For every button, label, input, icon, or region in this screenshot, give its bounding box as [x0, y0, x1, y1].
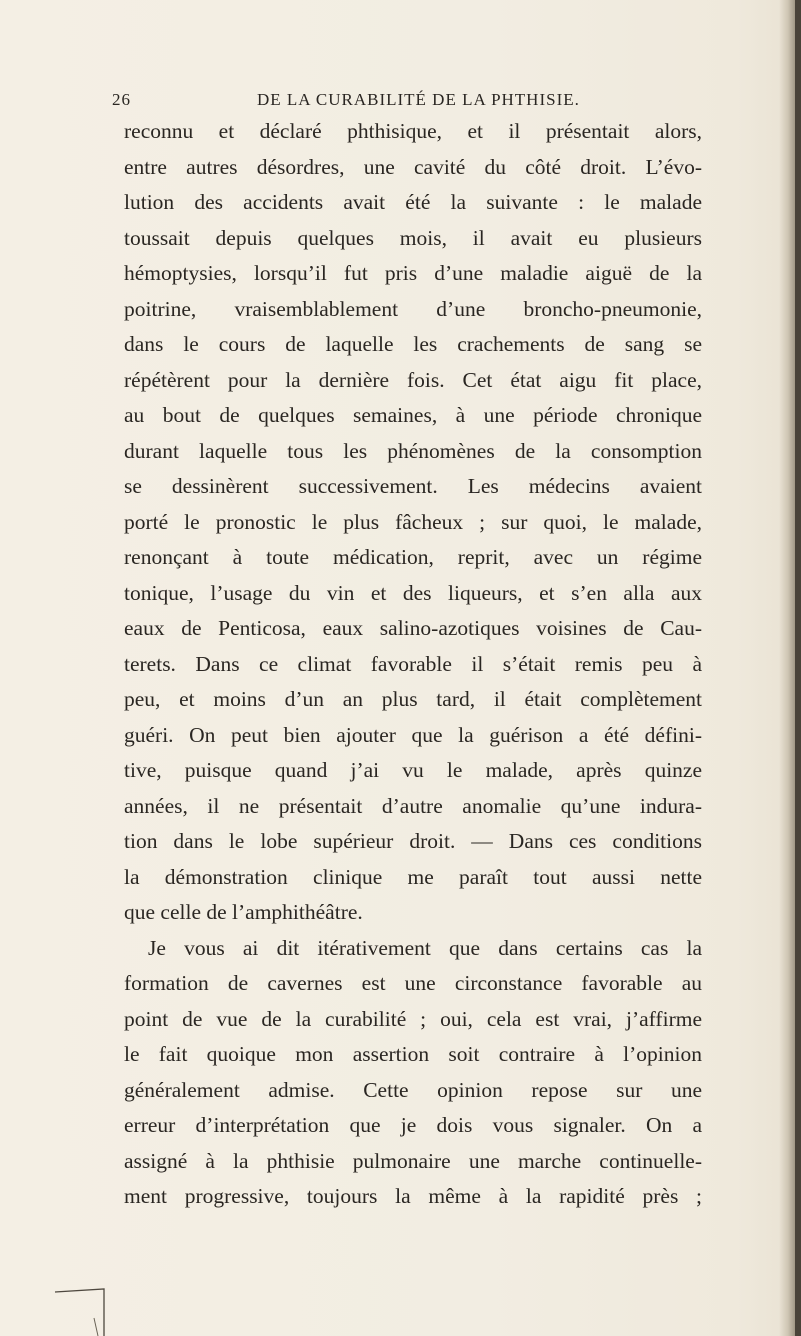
text-line: au bout de quelques semaines, à une période chronique — [124, 403, 702, 427]
text-line: tonique, l’usage du vin et des liqueurs, et s’en alla aux — [124, 580, 702, 605]
text-line: tive, puisque quand j’ai vu le malade, après quinze — [124, 758, 702, 782]
page-binding-edge — [795, 0, 801, 1336]
body-text — [124, 114, 702, 1215]
text-line: dans le cours de laquelle les crachements de sang se — [124, 332, 702, 356]
text-line: Je vous ai dit itérativement que dans certains cas la — [148, 935, 702, 960]
text-line: années, il ne présentait d’autre anomalie qu’une indura- — [124, 793, 702, 818]
text-line: généralement admise. Cette opinion repose sur une — [124, 1077, 702, 1102]
text-line: peu, et moins d’un an plus tard, il était complètement — [124, 687, 702, 711]
text-line: point de vue de la curabilité ; oui, cela est vrai, j’affirme — [124, 1006, 702, 1031]
text-line: répétèrent pour la dernière fois. Cet état aigu fit place, — [124, 367, 702, 392]
text-line: poitrine, vraisemblablement d’une broncho-pneumonie, — [124, 296, 702, 321]
text-line: ment progressive, toujours la même à la rapidité près ; — [124, 1184, 702, 1208]
text-line: tion dans le lobe supérieur droit. — Dans ces conditions — [124, 829, 702, 853]
running-head: DE LA CURABILITÉ DE LA PHTHISIE. — [257, 90, 580, 109]
text-line: renonçant à toute médication, reprit, avec un régime — [124, 545, 702, 569]
text-line: guéri. On peut bien ajouter que la guérison a été défini- — [124, 722, 702, 747]
text-line: lution des accidents avait été la suivante : le malade — [124, 190, 702, 214]
page-header — [112, 90, 702, 114]
text-line: le fait quoique mon assertion soit contraire à l’opinion — [124, 1042, 702, 1066]
text-line: eaux de Penticosa, eaux salino-azotiques voisines de Cau- — [124, 616, 702, 640]
text-line: formation de cavernes est une circonstance favorable au — [124, 971, 702, 995]
text-line: porté le pronostic le plus fâcheux ; sur quoi, le malade, — [124, 509, 702, 534]
text-line: que celle de l’amphithéâtre. — [124, 900, 363, 924]
text-line: reconnu et déclaré phthisique, et il présentait alors, — [124, 119, 702, 143]
page-number: 26 — [112, 90, 131, 109]
text-line: la démonstration clinique me paraît tout aussi nette — [124, 864, 702, 889]
text-line: assigné à la phthisie pulmonaire une marche continuelle- — [124, 1148, 702, 1173]
text-line: toussait depuis quelques mois, il avait eu plusieurs — [124, 225, 702, 250]
text-line: se dessinèrent successivement. Les médecins avaient — [124, 474, 702, 498]
text-line: durant laquelle tous les phénomènes de la consomption — [124, 438, 702, 463]
text-line: entre autres désordres, une cavité du côté droit. L’évo- — [124, 154, 702, 179]
text-line: terets. Dans ce climat favorable il s’était remis peu à — [124, 651, 702, 676]
text-line: hémoptysies, lorsqu’il fut pris d’une maladie aiguë de la — [124, 261, 702, 285]
text-line: erreur d’interprétation que je dois vous signaler. On a — [124, 1113, 702, 1137]
